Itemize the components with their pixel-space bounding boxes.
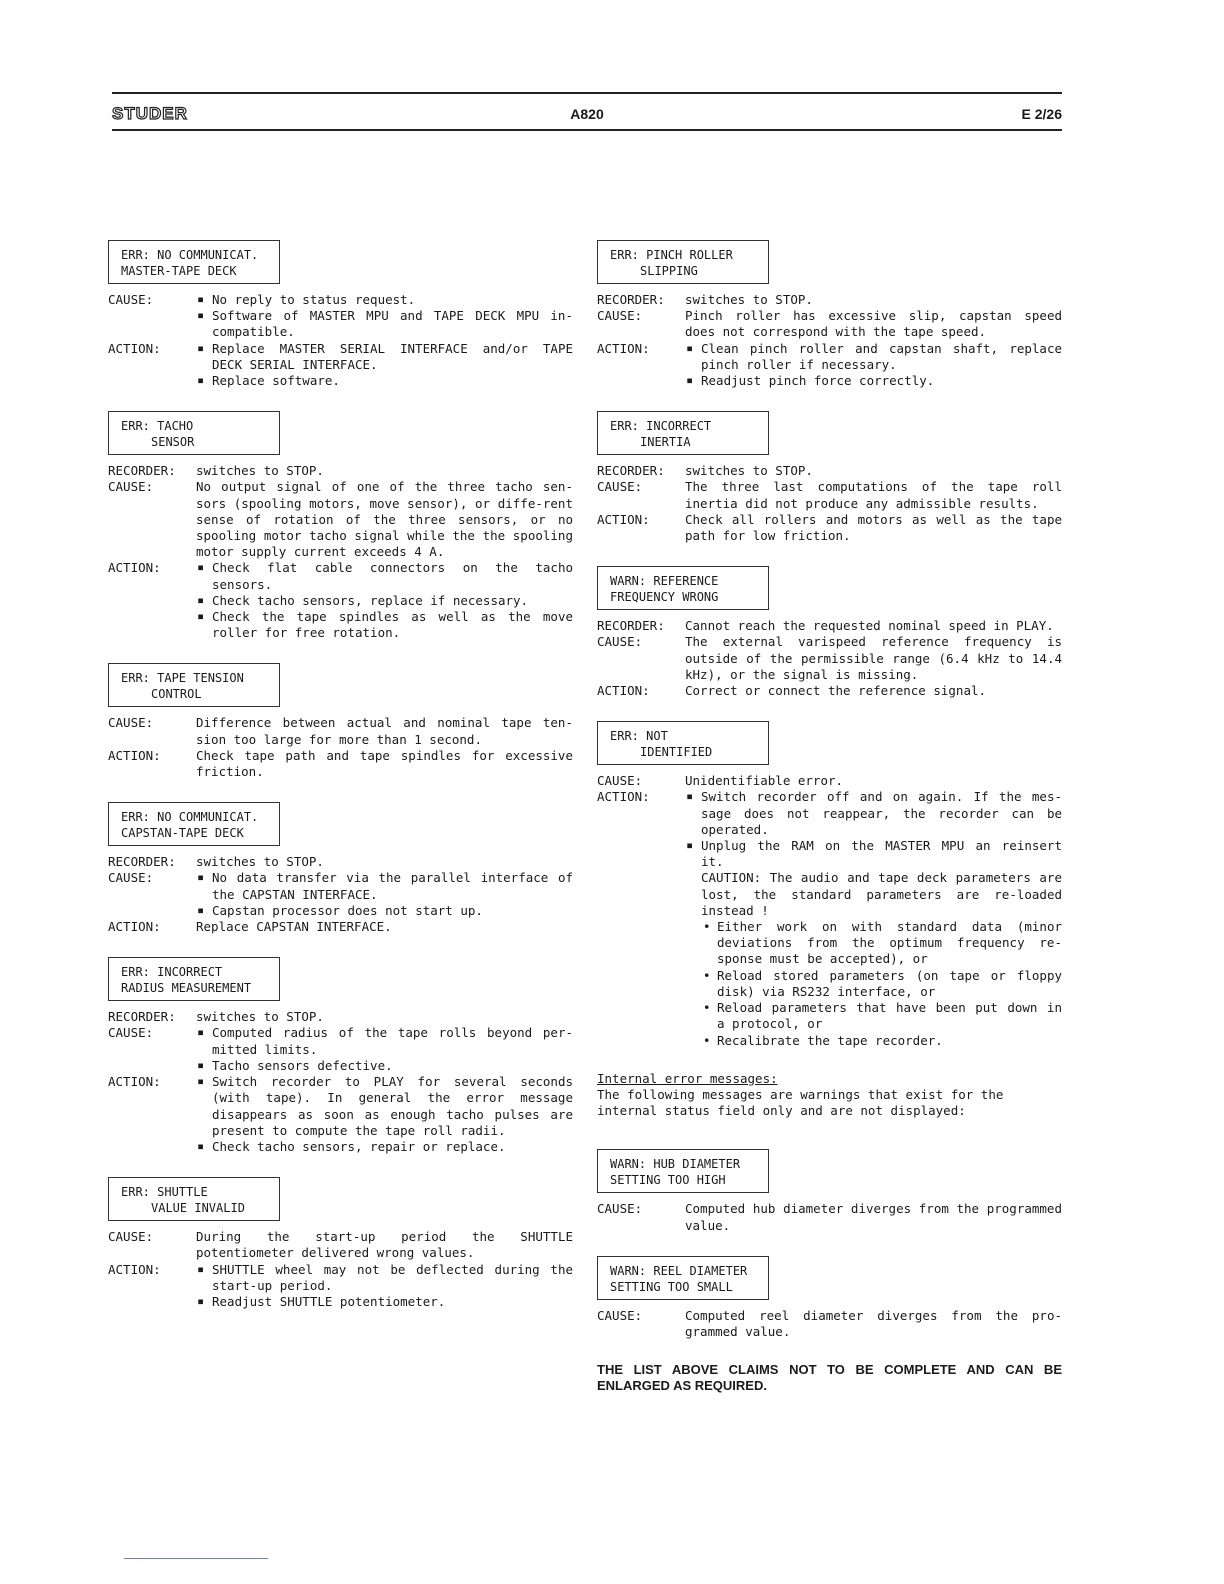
field-text: switches to STOP. (196, 854, 324, 870)
field-label: CAUSE: (597, 634, 643, 650)
field-row-cause (108, 479, 573, 560)
bullet-item: ▪ Check tacho sensors, replace if necessary. (196, 593, 573, 609)
field-label: ACTION: (597, 683, 650, 699)
field-row-action (108, 1262, 573, 1311)
field-content (196, 479, 573, 560)
error-entry-err-tacho-sensor (108, 411, 573, 641)
field-label: CAUSE: (597, 1307, 643, 1323)
field-content (685, 512, 1062, 544)
field-text: Check all rollers and motors as well as the tape path for low friction. (685, 511, 1062, 544)
bullet-item: ▪ Switch recorder off and on again. If the mes-sage does not reappear, the recorder can be operated. (685, 789, 1062, 838)
bullet-item: ▪ Replace software. (196, 373, 573, 389)
field-label: RECORDER: (597, 292, 665, 307)
error-entry-warn-hub-diameter-setting-too-high (597, 1149, 1062, 1233)
message-display-box (597, 721, 769, 765)
field-label: ACTION: (108, 1074, 161, 1090)
sub-item: • Either work on with standard data (minor deviations from the optimum frequency re-sponse must be accepted), or (685, 919, 1062, 968)
field-content (196, 854, 573, 870)
message-line-1: ERR: INCORRECT (121, 965, 223, 980)
field-text: During the start-up period the SHUTTLE potentiometer delivered wrong values. (196, 1229, 573, 1261)
bullet-item: ▪ Tacho sensors defective. (196, 1058, 573, 1074)
bullet-item: ▪ Readjust pinch force correctly. (685, 373, 1062, 389)
message-line-2: RADIUS MEASUREMENT (121, 981, 252, 996)
field-row-cause (108, 292, 573, 341)
field-content (196, 292, 573, 341)
field-text: The three last computations of the tape roll inertia did not produce any admissible results. (685, 479, 1062, 511)
field-content (196, 870, 573, 919)
field-row-cause (597, 1201, 1062, 1233)
message-display-box (597, 411, 769, 455)
field-content (685, 683, 1062, 699)
message-line-1: ERR: INCORRECT (610, 419, 712, 434)
message-display-box (597, 1149, 769, 1193)
message-line-1: ERR: TACHO (121, 419, 194, 434)
message-display-box (108, 240, 280, 284)
field-label: RECORDER: (597, 463, 665, 479)
field-content (685, 463, 1062, 479)
internal-messages-section (597, 1071, 1062, 1120)
bullet-item: ▪ Check flat cable connectors on the tacho sensors. (196, 560, 573, 592)
field-label: ACTION: (108, 919, 161, 935)
field-text: switches to STOP. (196, 463, 324, 479)
error-entry-err-tape-tension-control (108, 663, 573, 780)
message-line-1: ERR: SHUTTLE (121, 1185, 208, 1200)
field-content (196, 1074, 573, 1155)
field-row-cause (108, 1025, 573, 1074)
field-text: No output signal of one of the three tacho sen-sors (spooling motors, move sensor), or diffe-rent sense of rotation of the three sensors, or no spooling motor tacho signal while the the spooling motor supply current exceeds 4 A. (196, 479, 573, 560)
field-text: Cannot reach the requested nominal speed in PLAY. (685, 618, 1054, 634)
message-line-2: INERTIA (640, 435, 691, 450)
field-content (196, 1229, 573, 1261)
field-label: ACTION: (108, 560, 161, 576)
bullet-item: ▪ Computed radius of the tape rolls beyond per-mitted limits. (196, 1025, 573, 1057)
field-row-cause (108, 1229, 573, 1261)
internal-warning-entries (597, 1149, 1062, 1340)
internal-messages-text: The following messages are warnings that exist for the internal status field only and are not displayed: (597, 1086, 1004, 1119)
field-row-action (108, 1074, 573, 1155)
message-line-2: SENSOR (151, 435, 195, 450)
field-text: Computed hub diameter diverges from the programmed value. (685, 1201, 1062, 1233)
field-row-action (597, 512, 1062, 544)
field-label: CAUSE: (108, 1025, 154, 1041)
field-text: switches to STOP. (685, 292, 813, 307)
header-rule-top (112, 92, 1062, 94)
field-content (685, 479, 1062, 511)
bullet-item: ▪ Replace MASTER SERIAL INTERFACE and/or TAPE DECK SERIAL INTERFACE. (196, 341, 573, 373)
message-line-1: ERR: TAPE TENSION (121, 671, 244, 686)
field-content (685, 292, 1062, 308)
error-entry-err-pinch-roller-slipping (597, 240, 1062, 389)
field-content (196, 748, 573, 780)
field-label: CAUSE: (597, 1201, 643, 1217)
error-entry-warn-reel-diameter-setting-too-small (597, 1256, 1062, 1340)
field-content (196, 560, 573, 641)
field-text: switches to STOP. (196, 1009, 324, 1025)
field-content (196, 1009, 573, 1025)
field-text: Unidentifiable error. (685, 773, 844, 789)
message-display-box (108, 802, 280, 846)
message-line-2: CONTROL (151, 687, 202, 702)
field-content (196, 341, 573, 390)
field-text: Check tape path and tape spindles for excessive friction. (196, 747, 573, 780)
field-label: CAUSE: (108, 870, 154, 886)
error-entry-err-not-identified (597, 721, 1062, 1048)
error-entry-err-incorrect-inertia (597, 411, 1062, 544)
footer-mark (124, 1558, 268, 1559)
sub-item: • Reload stored parameters (on tape or floppy disk) via RS232 interface, or (685, 968, 1062, 1000)
field-label: ACTION: (597, 789, 650, 805)
bullet-item: ▪ Readjust SHUTTLE potentiometer. (196, 1294, 573, 1310)
sub-item: • Recalibrate the tape recorder. (685, 1033, 1062, 1049)
bullet-item: ▪ Check tacho sensors, repair or replace. (196, 1139, 573, 1155)
message-line-2: SLIPPING (640, 264, 698, 278)
field-content (685, 789, 1062, 1048)
message-line-1: ERR: NO COMMUNICAT. (121, 810, 259, 825)
page-number: E 2/26 (1021, 106, 1062, 122)
right-column-entries (597, 240, 1062, 1049)
left-column (108, 240, 573, 1332)
bullet-item: ▪ SHUTTLE wheel may not be deflected during the start-up period. (196, 1262, 573, 1294)
field-content (685, 1308, 1062, 1340)
message-line-2: VALUE INVALID (151, 1201, 245, 1216)
field-row-action (108, 341, 573, 390)
field-text: The external varispeed reference frequency is outside of the permissible range (6.4 kHz to 14.4 kHz), or the signal is missing. (685, 634, 1062, 682)
message-line-1: WARN: REFERENCE (610, 574, 719, 589)
field-content (685, 773, 1062, 789)
field-content (196, 1262, 573, 1311)
message-line-1: WARN: REEL DIAMETER (610, 1263, 748, 1278)
field-row-action (597, 683, 1062, 699)
bullet-item: ▪ Capstan processor does not start up. (196, 903, 573, 919)
message-display-box (108, 957, 280, 1001)
internal-messages-title: Internal error messages: (597, 1070, 778, 1086)
field-content (196, 715, 573, 747)
bullet-item: ▪ Switch recorder to PLAY for several seconds (with tape). In general the error message disappears as soon as enough tacho pulses are present to compute the tape roll radii. (196, 1074, 573, 1139)
message-display-box (597, 566, 769, 610)
field-row-cause (597, 1308, 1062, 1340)
field-content (196, 1025, 573, 1074)
field-text: Pinch roller has excessive slip, capstan speed does not correspond with the tape speed. (685, 308, 1062, 340)
field-label: ACTION: (108, 340, 161, 356)
page-header (112, 104, 1062, 126)
sub-item: • Reload parameters that have been put down in a protocol, or (685, 1000, 1062, 1032)
field-text: Correct or connect the reference signal. (685, 683, 987, 699)
field-text: Replace CAPSTAN INTERFACE. (196, 919, 392, 935)
studer-logo: STUDER (112, 104, 188, 123)
field-row-cause (597, 773, 1062, 789)
message-line-2: SETTING TOO HIGH (610, 1173, 726, 1188)
message-line-2: SETTING TOO SMALL (610, 1279, 733, 1294)
field-label: RECORDER: (597, 618, 665, 634)
field-label: CAUSE: (597, 479, 643, 495)
field-label: CAUSE: (108, 1229, 154, 1245)
bullet-item: ▪ Unplug the RAM on the MASTER MPU an reinsert it. (685, 838, 1062, 870)
field-row-recorder (597, 618, 1062, 634)
message-display-box (597, 240, 769, 284)
field-label: RECORDER: (108, 854, 176, 870)
field-content (196, 463, 573, 479)
message-line-2: FREQUENCY WRONG (610, 590, 719, 605)
error-entry-err-shuttle-value-invalid (108, 1177, 573, 1310)
bullet-item: ▪ No reply to status request. (196, 292, 573, 308)
field-content (685, 308, 1062, 340)
message-line-1: ERR: PINCH ROLLER (610, 248, 733, 262)
field-row-cause (108, 715, 573, 747)
field-row-action (108, 560, 573, 641)
bullet-item: ▪ Check the tape spindles as well as the move roller for free rotation. (196, 609, 573, 641)
field-row-action (597, 341, 1062, 390)
bullet-item: ▪ No data transfer via the parallel interface of the CAPSTAN INTERFACE. (196, 870, 573, 902)
model-name: A820 (570, 106, 604, 122)
field-row-cause (108, 870, 573, 919)
message-display-box (597, 1256, 769, 1300)
field-row-recorder (108, 1009, 573, 1025)
field-label: CAUSE: (597, 308, 643, 324)
field-label: CAUSE: (108, 479, 154, 495)
field-row-cause (597, 308, 1062, 340)
final-note: THE LIST ABOVE CLAIMS NOT TO BE COMPLETE AND CAN BE ENLARGED AS REQUIRED. (597, 1362, 1062, 1394)
message-display-box (108, 663, 280, 707)
error-entry-err-incorrect-radius-measurement (108, 957, 573, 1155)
field-content (685, 618, 1062, 634)
field-label: CAUSE: (108, 292, 154, 307)
field-label: CAUSE: (597, 773, 643, 789)
field-label: CAUSE: (108, 715, 154, 731)
bullet-item: ▪ Software of MASTER MPU and TAPE DECK MPU in-compatible. (196, 308, 573, 340)
error-entry-warn-reference-frequency-wrong (597, 566, 1062, 699)
field-row-recorder (108, 854, 573, 870)
field-content (685, 341, 1062, 390)
message-display-box (108, 1177, 280, 1221)
message-line-2: CAPSTAN-TAPE DECK (121, 826, 244, 841)
message-line-2: IDENTIFIED (640, 745, 713, 760)
caution-note: CAUTION: The audio and tape deck parameters are lost, the standard parameters are re-loaded instead ! (701, 870, 1062, 918)
error-entry-err-no-communicat-capstan-tape-deck (108, 802, 573, 935)
field-label: ACTION: (108, 747, 161, 763)
field-label: ACTION: (597, 340, 650, 356)
right-column (597, 240, 1062, 1394)
message-line-1: WARN: HUB DIAMETER (610, 1157, 741, 1172)
field-label: RECORDER: (108, 1009, 176, 1025)
field-row-recorder (597, 292, 1062, 308)
message-line-1: ERR: NOT (610, 729, 668, 744)
field-label: ACTION: (108, 1261, 161, 1277)
field-content (196, 919, 573, 935)
field-label: RECORDER: (108, 463, 176, 479)
field-row-action (108, 919, 573, 935)
field-row-recorder (108, 463, 573, 479)
error-entry-err-no-communicat-master-tape-deck (108, 240, 573, 389)
field-text: Difference between actual and nominal tape ten-sion too large for more than 1 second. (196, 715, 573, 747)
field-text: switches to STOP. (685, 463, 813, 479)
field-row-action (108, 748, 573, 780)
field-row-action (597, 789, 1062, 1048)
field-row-cause (597, 479, 1062, 511)
field-row-recorder (597, 463, 1062, 479)
message-line-1: ERR: NO COMMUNICAT. (121, 248, 259, 262)
field-content (685, 1201, 1062, 1233)
header-rule-bottom (112, 129, 1062, 131)
field-content (685, 634, 1062, 683)
field-label: ACTION: (597, 511, 650, 527)
bullet-item: ▪ Clean pinch roller and capstan shaft, replace pinch roller if necessary. (685, 341, 1062, 373)
message-line-2: MASTER-TAPE DECK (121, 264, 237, 278)
field-row-cause (597, 634, 1062, 683)
message-display-box (108, 411, 280, 455)
field-text: Computed reel diameter diverges from the pro-grammed value. (685, 1307, 1062, 1339)
